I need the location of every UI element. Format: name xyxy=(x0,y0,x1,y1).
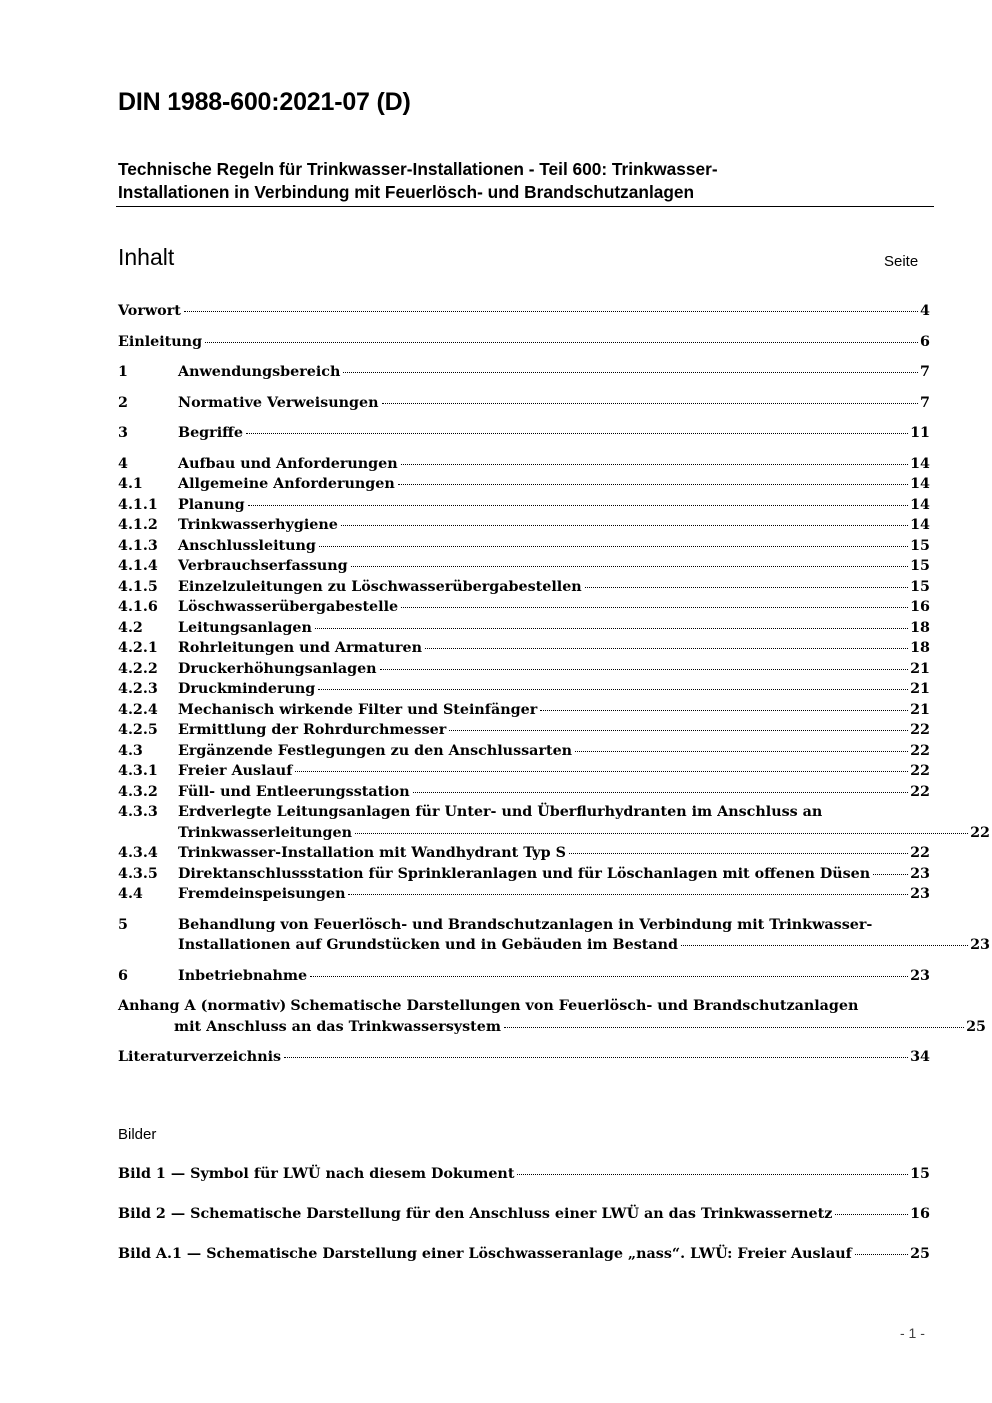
toc-entry-number: 6 xyxy=(118,967,128,984)
toc-entry-number: 4.1.5 xyxy=(118,578,158,595)
toc-entry-5-continuation[interactable] xyxy=(118,935,990,956)
toc-entry-anhang-a[interactable] xyxy=(118,996,930,1017)
toc-entry-page: 14 xyxy=(910,517,930,533)
toc-leader-dots xyxy=(398,484,908,485)
toc-entry-page: 23 xyxy=(970,937,990,953)
toc-leader-dots xyxy=(246,433,908,434)
toc-entry-page: 23 xyxy=(910,865,930,882)
toc-entry-page: 4 xyxy=(920,303,930,319)
toc-entry-page: 7 xyxy=(920,364,930,380)
figure-entry-text: Bild 1 — Symbol für LWÜ nach diesem Dokument xyxy=(118,1166,515,1182)
toc-entry-4-1-1[interactable] xyxy=(118,495,930,516)
toc-leader-dots xyxy=(355,833,968,834)
toc-entry-text: Begriffe xyxy=(178,425,243,441)
toc-heading: Inhalt xyxy=(118,244,175,270)
document-title: DIN 1988-600:2021-07 (D) xyxy=(118,88,411,116)
toc-entry-number: 4.1 xyxy=(118,476,143,492)
toc-leader-dots xyxy=(295,771,908,772)
toc-entry-4[interactable] xyxy=(118,454,930,475)
toc-leader-dots xyxy=(401,464,908,465)
toc-leader-dots xyxy=(284,1057,908,1058)
toc-entry-text: Ermittlung der Rohrdurchmesser xyxy=(178,722,447,738)
toc-entry-text: Allgemeine Anforderungen xyxy=(178,476,395,492)
toc-entry-4-2-2[interactable] xyxy=(118,659,930,680)
figure-entry-page: 15 xyxy=(910,1166,930,1182)
toc-leader-dots xyxy=(569,853,908,854)
toc-leader-dots xyxy=(248,505,908,506)
toc-entry-1[interactable] xyxy=(118,362,930,383)
toc-leader-dots xyxy=(401,607,908,608)
toc-entry-4-1-5[interactable] xyxy=(118,577,930,598)
toc-entry-number: 4.3.1 xyxy=(118,763,158,779)
toc-leader-dots xyxy=(348,894,908,895)
toc-entry-text: Planung xyxy=(178,496,245,513)
toc-entry-page: 23 xyxy=(910,886,930,902)
toc-entry-number: 4.2.3 xyxy=(118,681,158,697)
toc-entry-4-2-1[interactable] xyxy=(118,638,930,659)
toc-entry-page: 34 xyxy=(910,1049,930,1065)
toc-entry-text-continuation: Installationen auf Grundstücken und in Gebäuden im Bestand xyxy=(178,937,679,953)
toc-entry-page: 16 xyxy=(910,599,930,615)
figure-entry-text: Bild A.1 — Schematische Darstellung einer Löschwasseranlage „nass“. LWÜ: Freier Auslauf xyxy=(118,1246,852,1262)
toc-leader-dots xyxy=(585,587,908,588)
toc-entry-page: 22 xyxy=(910,742,930,759)
figures-heading: Bilder xyxy=(118,1126,157,1143)
toc-entry-page: 18 xyxy=(910,640,930,656)
toc-entry-page: 22 xyxy=(910,783,930,800)
toc-entry-text: Mechanisch wirkende Filter und Steinfänger xyxy=(178,701,538,718)
toc-leader-dots xyxy=(681,945,968,946)
toc-leader-dots xyxy=(380,669,909,670)
toc-entry-text: Einleitung xyxy=(118,333,203,350)
toc-entry-number: 4.2.4 xyxy=(118,701,158,718)
toc-leader-dots xyxy=(315,628,908,629)
toc-entry-number: 4.4 xyxy=(118,886,143,902)
toc-entry-number: 4.3.2 xyxy=(118,783,158,800)
toc-entry-4-3-3-continuation[interactable] xyxy=(118,823,990,844)
toc-entry-text: Druckminderung xyxy=(178,681,316,697)
page-number: - 1 - xyxy=(900,1325,925,1341)
figure-entry-bild-2[interactable] xyxy=(118,1204,930,1225)
toc-entry-4-1-6[interactable] xyxy=(118,597,930,618)
toc-leader-dots xyxy=(205,342,918,343)
toc-list xyxy=(118,301,990,1068)
toc-entry-page: 22 xyxy=(970,824,990,841)
toc-entry-page: 22 xyxy=(910,763,930,779)
toc-entry-page: 14 xyxy=(910,455,930,472)
toc-entry-text: Literaturverzeichnis xyxy=(118,1049,282,1065)
toc-entry-text: Freier Auslauf xyxy=(178,763,293,779)
toc-entry-number: 3 xyxy=(118,425,128,441)
figure-entry-bild-a1[interactable] xyxy=(118,1244,930,1265)
toc-entry-page: 22 xyxy=(910,845,930,861)
toc-leader-dots xyxy=(319,546,908,547)
toc-entry-page: 15 xyxy=(910,558,930,574)
toc-entry-number: 1 xyxy=(118,364,128,380)
toc-entry-einleitung[interactable] xyxy=(118,332,930,353)
toc-entry-number: 4.1.4 xyxy=(118,558,158,574)
toc-leader-dots xyxy=(413,792,908,793)
toc-entry-text: Schematische Darstellungen von Feuerlösch- und Brandschutzanlagen xyxy=(290,998,859,1014)
toc-entry-4-3-4[interactable] xyxy=(118,843,930,864)
toc-entry-text: Inbetriebnahme xyxy=(178,967,308,984)
toc-entry-text: Behandlung von Feuerlösch- und Brandschutzanlagen in Verbindung mit Trinkwasser- xyxy=(178,916,873,933)
toc-entry-text: Trinkwasserhygiene xyxy=(178,517,338,533)
toc-entry-page: 25 xyxy=(966,1018,986,1035)
toc-leader-dots xyxy=(855,1254,908,1255)
toc-entry-number: 5 xyxy=(118,916,128,933)
toc-entry-vorwort[interactable] xyxy=(118,301,930,322)
toc-entry-number: 4.2.5 xyxy=(118,722,158,738)
toc-entry-text: Direktanschlussstation für Sprinkleranlagen und für Löschanlagen mit offenen Düsen xyxy=(178,865,871,882)
toc-entry-text: Verbrauchserfassung xyxy=(178,558,348,574)
toc-entry-text: Erdverlegte Leitungsanlagen für Unter- und Überflurhydranten im Anschluss an xyxy=(178,804,823,820)
toc-entry-text: Ergänzende Festlegungen zu den Anschlussarten xyxy=(178,742,573,759)
toc-entry-2[interactable] xyxy=(118,393,930,414)
toc-entry-page: 21 xyxy=(910,701,930,718)
toc-entry-page: 18 xyxy=(910,619,930,636)
toc-leader-dots xyxy=(504,1027,964,1028)
toc-leader-dots xyxy=(425,648,908,649)
toc-entry-number: 2 xyxy=(118,394,128,411)
toc-entry-number: 4 xyxy=(118,455,128,472)
toc-entry-text: Normative Verweisungen xyxy=(178,394,379,411)
toc-entry-number: 4.3.5 xyxy=(118,865,158,882)
toc-entry-text: Aufbau und Anforderungen xyxy=(178,455,398,472)
toc-entry-literaturverzeichnis[interactable] xyxy=(118,1047,930,1068)
toc-entry-4-3[interactable] xyxy=(118,741,930,762)
toc-entry-text: Anschlussleitung xyxy=(178,537,316,554)
toc-entry-text-continuation: mit Anschluss an das Trinkwassersystem xyxy=(174,1018,501,1035)
toc-entry-4-4[interactable] xyxy=(118,884,930,905)
toc-entry-number: 4.3.3 xyxy=(118,804,158,820)
figure-entry-page: 25 xyxy=(910,1246,930,1262)
toc-entry-number: 4.1.1 xyxy=(118,496,158,513)
toc-entry-number: 4.3 xyxy=(118,742,143,759)
toc-leader-dots xyxy=(341,525,908,526)
toc-entry-4-1-4[interactable] xyxy=(118,556,930,577)
toc-entry-text-continuation: Trinkwasserleitungen xyxy=(178,824,352,841)
toc-leader-dots xyxy=(343,372,918,373)
title-divider xyxy=(116,206,934,207)
figure-entry-text: Bild 2 — Schematische Darstellung für den Anschluss einer LWÜ an das Trinkwassernetz xyxy=(118,1206,833,1222)
document-subtitle xyxy=(118,158,933,204)
toc-entry-number: 4.2.1 xyxy=(118,640,158,656)
figure-entry-bild-1[interactable] xyxy=(118,1164,930,1185)
toc-leader-dots xyxy=(835,1214,908,1215)
toc-entry-page: 21 xyxy=(910,660,930,677)
toc-entry-4-2-5[interactable] xyxy=(118,720,930,741)
toc-entry-text: Anwendungsbereich xyxy=(178,364,341,380)
figure-list xyxy=(118,1164,930,1284)
toc-leader-dots xyxy=(184,311,918,312)
toc-leader-dots xyxy=(318,689,908,690)
toc-entry-number: 4.1.2 xyxy=(118,517,158,533)
toc-entry-4-3-5[interactable] xyxy=(118,864,930,885)
toc-entry-4-1[interactable] xyxy=(118,474,930,495)
toc-entry-page: 11 xyxy=(910,425,930,441)
toc-entry-text: Leitungsanlagen xyxy=(178,619,312,636)
toc-leader-dots xyxy=(310,976,908,977)
toc-leader-dots xyxy=(449,730,908,731)
document-subtitle-line-2: Installationen in Verbindung mit Feuerlösch- und Brandschutzanlagen xyxy=(118,182,695,202)
toc-entry-text: Einzelzuleitungen zu Löschwasserübergabestellen xyxy=(178,578,582,595)
toc-entry-text: Rohrleitungen und Armaturen xyxy=(178,640,422,656)
toc-entry-text: Vorwort xyxy=(118,303,181,319)
toc-entry-4-2-4[interactable] xyxy=(118,700,930,721)
toc-entry-number: 4.2.2 xyxy=(118,660,158,677)
document-subtitle-line-1: Technische Regeln für Trinkwasser-Installationen - Teil 600: Trinkwasser- xyxy=(118,159,718,179)
toc-entry-page: 22 xyxy=(910,722,930,738)
toc-entry-text: Druckerhöhungsanlagen xyxy=(178,660,377,677)
toc-entry-4-1-2[interactable] xyxy=(118,515,930,536)
toc-entry-4-2-3[interactable] xyxy=(118,679,930,700)
toc-entry-number: 4.1.6 xyxy=(118,599,158,615)
toc-entry-page: 14 xyxy=(910,496,930,513)
toc-entry-anhang-a-continuation[interactable] xyxy=(118,1017,986,1038)
toc-entry-number: Anhang A (normativ) xyxy=(118,998,287,1014)
toc-entry-4-1-3[interactable] xyxy=(118,536,930,557)
toc-entry-page: 21 xyxy=(910,681,930,697)
toc-leader-dots xyxy=(540,710,908,711)
toc-leader-dots xyxy=(575,751,908,752)
toc-entry-3[interactable] xyxy=(118,423,930,444)
toc-page-column-label: Seite xyxy=(884,253,919,270)
toc-entry-6[interactable] xyxy=(118,966,930,987)
toc-leader-dots xyxy=(351,566,908,567)
toc-leader-dots xyxy=(517,1174,908,1175)
toc-entry-page: 6 xyxy=(920,333,930,350)
toc-entry-text: Löschwasserübergabestelle xyxy=(178,599,399,615)
toc-entry-4-3-2[interactable] xyxy=(118,782,930,803)
toc-entry-number: 4.3.4 xyxy=(118,845,158,861)
toc-entry-page: 14 xyxy=(910,476,930,492)
toc-entry-number: 4.1.3 xyxy=(118,537,158,554)
toc-entry-page: 23 xyxy=(910,967,930,984)
toc-entry-page: 7 xyxy=(920,394,930,411)
toc-entry-page: 15 xyxy=(910,537,930,554)
toc-entry-text: Fremdeinspeisungen xyxy=(178,886,346,902)
toc-entry-5[interactable] xyxy=(118,915,930,936)
toc-entry-4-3-1[interactable] xyxy=(118,761,930,782)
toc-entry-text: Füll- und Entleerungsstation xyxy=(178,783,410,800)
toc-entry-4-2[interactable] xyxy=(118,618,930,639)
toc-entry-text: Trinkwasser-Installation mit Wandhydrant Typ S xyxy=(178,845,566,861)
toc-entry-page: 15 xyxy=(910,578,930,595)
toc-entry-4-3-3[interactable] xyxy=(118,802,930,823)
toc-leader-dots xyxy=(873,874,908,875)
figure-entry-page: 16 xyxy=(910,1206,930,1222)
toc-entry-number: 4.2 xyxy=(118,619,143,636)
toc-leader-dots xyxy=(382,403,919,404)
